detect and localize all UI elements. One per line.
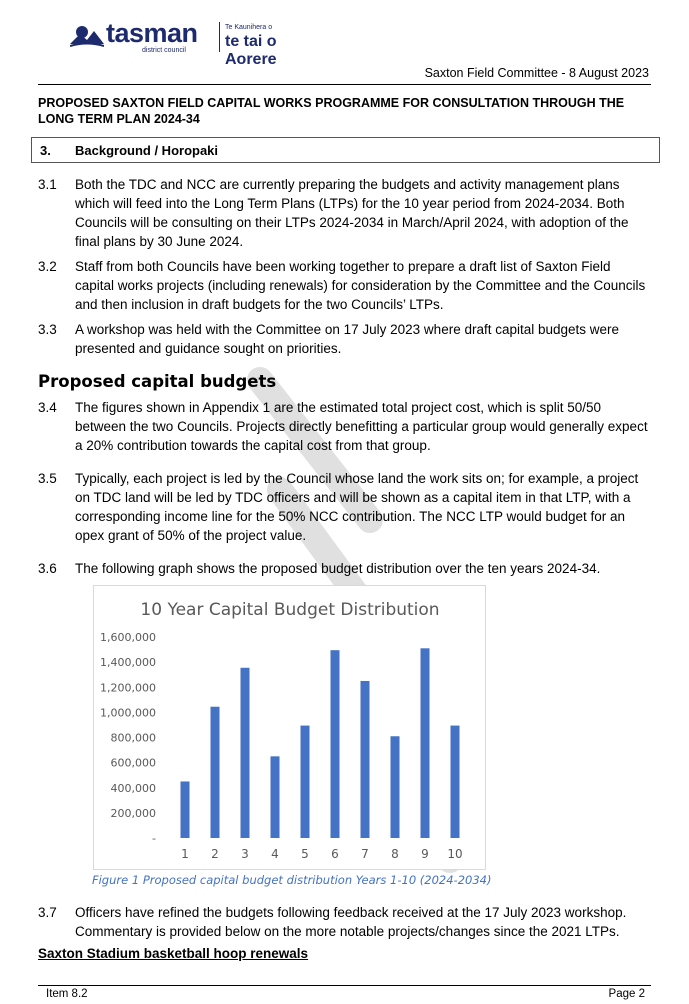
logo-maori-small: Te Kaunihera o bbox=[225, 24, 273, 31]
paragraph-number: 3.5 bbox=[38, 471, 57, 486]
chart-bar bbox=[451, 726, 460, 838]
y-tick-label: 600,000 bbox=[110, 756, 156, 770]
subheading-proposed-capital-budgets: Proposed capital budgets bbox=[38, 372, 277, 391]
x-tick-label: 7 bbox=[361, 847, 369, 861]
section-title: Background / Horopaki bbox=[75, 143, 219, 158]
paragraph-3-1 bbox=[38, 175, 653, 251]
footer-divider bbox=[38, 985, 651, 986]
x-tick-label: 9 bbox=[421, 847, 429, 861]
chart-bar bbox=[361, 681, 370, 838]
x-tick-label: 2 bbox=[211, 847, 219, 861]
x-tick-label: 6 bbox=[331, 847, 339, 861]
y-tick-label: 200,000 bbox=[110, 806, 156, 820]
logo-maori-large: te tai o Aorere bbox=[225, 33, 277, 68]
chart-bar bbox=[211, 707, 220, 838]
paragraph-text: Officers have refined the budgets following feedback received at the 17 July 2023 workshop. Commentary is provided below on the more notable projects/changes since the 2021 LTPs. bbox=[75, 905, 627, 939]
budget-chart bbox=[93, 585, 486, 870]
logo-name: tasman bbox=[106, 18, 198, 48]
mountain-sun-icon bbox=[70, 22, 104, 48]
paragraph-text: The figures shown in Appendix 1 are the estimated total project cost, which is split 50/50 between the two Councils. Projects directly benefitting a particular group would generally expect a 20% contribution towards the capital cost from that group. bbox=[75, 400, 648, 453]
chart-bar bbox=[241, 668, 250, 838]
chart-bar bbox=[181, 781, 190, 838]
x-tick-label: 1 bbox=[181, 847, 189, 861]
y-tick-label: 400,000 bbox=[110, 781, 156, 795]
y-tick-label: - bbox=[152, 832, 156, 845]
chart-bar bbox=[301, 726, 310, 838]
x-tick-label: 4 bbox=[271, 847, 279, 861]
paragraph-number: 3.2 bbox=[38, 259, 57, 274]
chart-svg bbox=[94, 586, 487, 871]
y-tick-label: 1,400,000 bbox=[100, 656, 156, 670]
paragraph-number: 3.4 bbox=[38, 400, 57, 415]
chart-bar bbox=[271, 756, 280, 838]
chart-bar bbox=[391, 736, 400, 838]
x-tick-label: 5 bbox=[301, 847, 309, 861]
paragraph-3-4 bbox=[38, 398, 653, 455]
y-tick-label: 1,200,000 bbox=[100, 681, 156, 695]
chart-bar bbox=[331, 650, 340, 838]
paragraph-number: 3.3 bbox=[38, 322, 57, 337]
section-number: 3. bbox=[40, 143, 51, 158]
paragraph-3-6 bbox=[38, 559, 653, 578]
x-tick-label: 8 bbox=[391, 847, 399, 861]
paragraph-text: A workshop was held with the Committee on 17 July 2023 where draft capital budgets were presented and guidance sought on priorities. bbox=[75, 322, 620, 356]
x-tick-label: 3 bbox=[241, 847, 249, 861]
footer-page-number: Page 2 bbox=[608, 988, 645, 1000]
paragraph-number: 3.6 bbox=[38, 561, 57, 576]
paragraph-text: Both the TDC and NCC are currently preparing the budgets and activity management plans which will feed into the Long Term Plans (LTPs) for the 10 year period from 2024-2034. Both Councils will be consulting on their LTPs 2024-2034 in March/April 2024, with adoption of the final plans by 30 June 2024. bbox=[75, 177, 629, 249]
logo-tagline: district council bbox=[142, 47, 186, 54]
y-tick-label: 800,000 bbox=[110, 731, 156, 745]
paragraph-number: 3.1 bbox=[38, 177, 57, 192]
x-tick-label: 10 bbox=[447, 847, 463, 861]
paragraph-text: Typically, each project is led by the Council whose land the work sits on; for example, a project on TDC land will be led by TDC officers and will be shown as a capital item in that LTP, with a corresponding income line for the 50% NCC contribution. The NCC LTP would budget for an opex grant of 50% of the project value. bbox=[75, 471, 639, 543]
tasman-logo bbox=[70, 18, 310, 68]
chart-bar bbox=[421, 648, 430, 838]
page-title: PROPOSED SAXTON FIELD CAPITAL WORKS PROGRAMME FOR CONSULTATION THROUGH THE LONG TERM PLAN 2024-34 bbox=[38, 96, 625, 126]
chart-title: 10 Year Capital Budget Distribution bbox=[140, 600, 440, 620]
logo-divider bbox=[219, 22, 220, 52]
y-tick-label: 1,600,000 bbox=[100, 631, 156, 644]
paragraph-3-3 bbox=[38, 320, 653, 358]
paragraph-text: Staff from both Councils have been working together to prepare a draft list of Saxton Field capital works projects (including renewals) for consideration by the Committee and the Councils and then inclusion in draft budgets for the two Councils’ LTPs. bbox=[75, 259, 646, 312]
paragraph-3-5 bbox=[38, 469, 653, 545]
footer-item: Item 8.2 bbox=[46, 988, 88, 1000]
paragraph-3-7 bbox=[38, 903, 653, 941]
paragraph-text: The following graph shows the proposed budget distribution over the ten years 2024-34. bbox=[75, 561, 601, 576]
figure-caption: Figure 1 Proposed capital budget distribution Years 1-10 (2024-2034) bbox=[92, 873, 492, 887]
subheading-basketball-hoop-renewals: Saxton Stadium basketball hoop renewals bbox=[38, 946, 309, 961]
paragraph-3-2 bbox=[38, 257, 653, 314]
meeting-header: Saxton Field Committee - 8 August 2023 bbox=[424, 66, 649, 80]
paragraph-number: 3.7 bbox=[38, 905, 57, 920]
section-heading bbox=[31, 137, 660, 163]
y-tick-label: 1,000,000 bbox=[100, 706, 156, 720]
header-divider bbox=[38, 84, 651, 85]
